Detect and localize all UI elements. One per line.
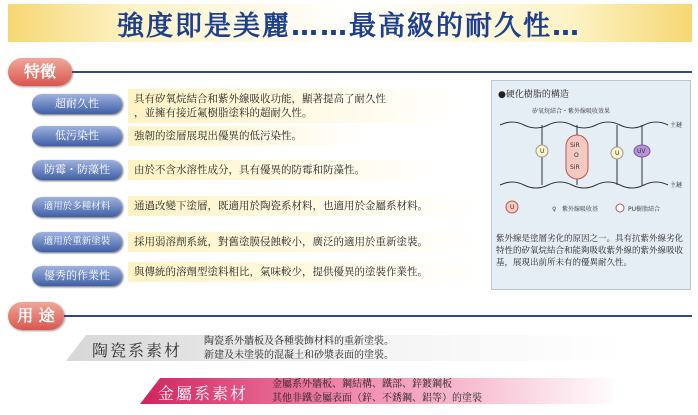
diagram-title: ●硬化樹脂的構造 xyxy=(498,90,569,100)
diagram-chain-label-top: 主鏈 xyxy=(670,122,683,129)
resin-structure-graphic xyxy=(492,81,690,231)
diagram-caption: 紫外線是塗層劣化的原因之一。具有抗紫外線劣化特性的矽氧烷結合和能夠吸收紫外線的紫外線吸收基，展現出前所未有的優異耐久性。 xyxy=(496,234,684,268)
feature-label-recoat: 適用於重新塗裝 xyxy=(32,232,122,252)
legend-2: PU樹脂結合 xyxy=(628,206,661,213)
resin-structure-diagram xyxy=(491,80,691,290)
usage-text-metal-2: 其他非鐵金屬表面（鋅、不銹鋼、鋁等）的塗裝 xyxy=(272,393,482,404)
svg-text:SiR: SiR xyxy=(570,164,580,171)
marker-uv: UV xyxy=(637,148,646,155)
svg-text:SiR: SiR xyxy=(570,142,580,149)
feature-label-antimold: 防霉・防藻性 xyxy=(32,160,122,180)
feature-text-multi-material: 通過改變下塗層，既適用於陶瓷系材料，也適用於金屬系材料。 xyxy=(128,196,480,216)
page-title: 強度即是美麗……最高級的耐久性… xyxy=(117,11,581,42)
svg-text:♀: ♀ xyxy=(552,206,557,213)
features-divider xyxy=(72,71,692,73)
feature-label-durability: 超耐久性 xyxy=(32,94,122,114)
diagram-top-label: 矽氧烷結合・紫外線吸收效果 xyxy=(532,108,611,115)
usage-divider xyxy=(64,315,692,317)
svg-text:O: O xyxy=(574,152,579,159)
feature-text-low-pollution: 強韌的塗層展現出優異的低污染性。 xyxy=(128,126,370,146)
usage-label-metal: 金屬系素材 xyxy=(158,384,249,403)
legend-1: 紫外線吸收基 xyxy=(562,206,599,213)
features-heading: 特徵 xyxy=(8,58,72,86)
feature-text-antimold: 由於不含水溶性成分，具有優異的防霉和防藻性。 xyxy=(128,160,440,180)
legend-u-label: U xyxy=(510,204,515,211)
usage-label-ceramic: 陶瓷系素材 xyxy=(92,341,183,360)
feature-label-multi-material: 適用於多種材料 xyxy=(32,197,122,217)
diagram-chain-label-bottom: 主鏈 xyxy=(670,182,683,189)
usage-heading: 用 途 xyxy=(8,302,64,330)
feature-text-workability: 與傳統的溶劑型塗料相比，氣味較少，提供優異的塗裝作業性。 xyxy=(128,262,480,282)
feature-label-low-pollution: 低污染性 xyxy=(32,126,122,146)
usage-text-ceramic-2: 新建及未塗裝的混凝土和砂漿表面的塗裝。 xyxy=(204,350,394,361)
usage-text-ceramic-1: 陶瓷系外牆板及各種裝飾材料的重新塗裝。 xyxy=(204,336,394,347)
marker-u-2: U xyxy=(615,150,620,157)
feature-text-durability: 具有矽氧烷結合和紫外線吸收功能，顯著提高了耐久性 ，並擁有接近氟樹脂塗料的超耐久性。 xyxy=(128,89,460,123)
feature-label-workability: 優秀的作業性 xyxy=(32,266,122,286)
marker-u-1: U xyxy=(540,148,545,155)
usage-text-metal-1: 金屬系外牆板、鋼結構、鐵部、鋅鍍鋼板 xyxy=(272,379,452,390)
feature-text-recoat: 採用弱溶劑系統，對舊塗膜侵蝕較小，廣泛的適用於重新塗裝。 xyxy=(128,232,480,252)
